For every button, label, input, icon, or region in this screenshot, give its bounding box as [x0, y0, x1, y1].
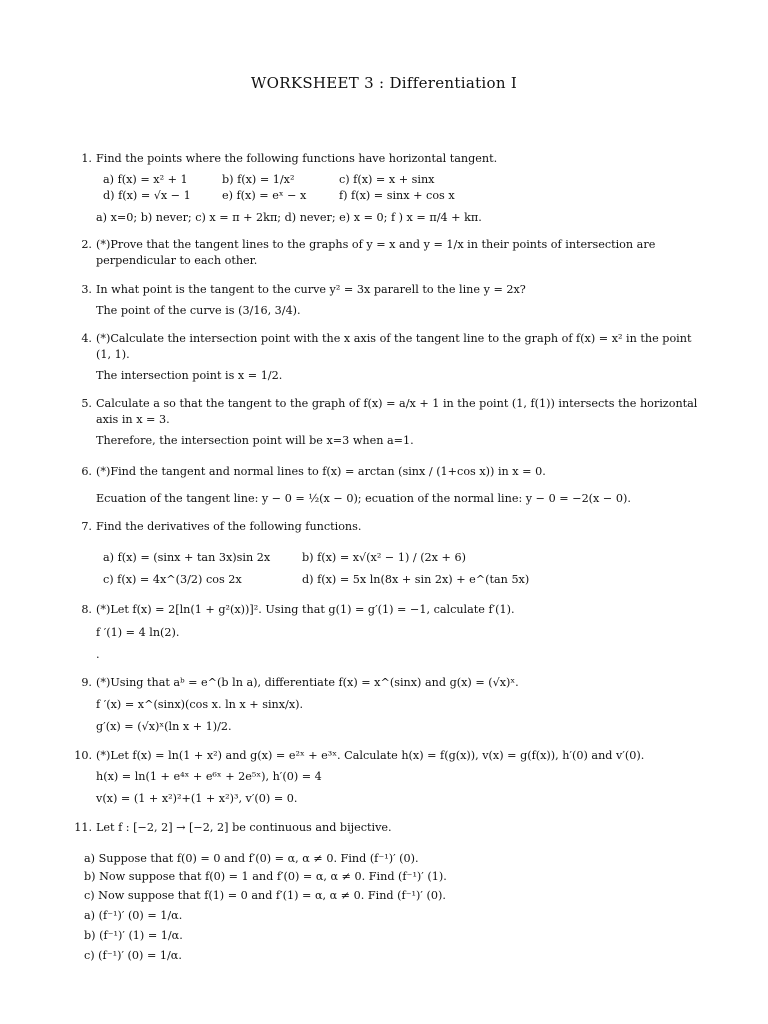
function-item: d) f(x) = 5x ln(8x + sin 2x) + e^(tan 5x): [302, 573, 530, 586]
function-item: f) f(x) = sinx + cos x: [339, 189, 455, 202]
problem-number: 5.: [81, 397, 92, 410]
answer-text: b) (f⁻¹)′ (1) = 1/α.: [84, 929, 183, 942]
problem-text: (*)Find the tangent and normal lines to f(x) = arctan (sinx / (1+cos x)) in x = 0.: [96, 465, 546, 478]
problem-text: In what point is the tangent to the curve y² = 3x pararell to the line y = 2x?: [96, 283, 526, 296]
problem-number: 8.: [81, 603, 92, 616]
answer-text: .: [96, 648, 100, 661]
answer-text: g′(x) = (√x)ˣ(ln x + 1)/2.: [96, 720, 232, 733]
function-item: e) f(x) = eˣ − x: [222, 189, 307, 202]
problem-number: 9.: [81, 676, 92, 689]
function-item: b) f(x) = x√(x² − 1) / (2x + 6): [302, 551, 466, 564]
problem-text: Find the derivatives of the following functions.: [96, 520, 362, 533]
sub-question: c) Now suppose that f(1) = 0 and f′(1) = α, α ≠ 0. Find (f⁻¹)′ (0).: [84, 889, 446, 902]
problem-number: 6.: [81, 465, 92, 478]
problem-text: perpendicular to each other.: [96, 254, 258, 267]
answer-text: The intersection point is x = 1/2.: [96, 369, 283, 382]
answer-text: Therefore, the intersection point will be x=3 when a=1.: [96, 434, 414, 447]
problem-number: 4.: [81, 332, 92, 345]
problem-number: 3.: [81, 283, 92, 296]
sub-question: b) Now suppose that f(0) = 1 and f′(0) = α, α ≠ 0. Find (f⁻¹)′ (1).: [84, 870, 447, 883]
problem-number: 11.: [74, 821, 92, 834]
function-item: c) f(x) = 4x^(3/2) cos 2x: [103, 573, 242, 586]
function-item: b) f(x) = 1/x²: [222, 173, 295, 186]
function-item: a) f(x) = x² + 1: [103, 173, 188, 186]
answer-text: a) (f⁻¹)′ (0) = 1/α.: [84, 909, 183, 922]
problem-text: (*)Calculate the intersection point with the x axis of the tangent line to the graph of f(x) = x² in the point: [96, 332, 692, 345]
page-title: WORKSHEET 3 : Differentiation I: [250, 74, 518, 92]
answer-text: v(x) = (1 + x²)²+(1 + x²)³, v′(0) = 0.: [96, 792, 298, 805]
problem-text: Let f : [−2, 2] → [−2, 2] be continuous and bijective.: [96, 821, 392, 834]
problem-text: (*)Let f(x) = ln(1 + x²) and g(x) = e²ˣ + e³ˣ. Calculate h(x) = f(g(x)), v(x) = g(f(x)), h′(0) and v′(0).: [96, 749, 645, 762]
sub-question: a) Suppose that f(0) = 0 and f′(0) = α, α ≠ 0. Find (f⁻¹)′ (0).: [84, 852, 419, 865]
answer-text: f ′(x) = x^(sinx)(cos x. ln x + sinx/x).: [96, 698, 304, 711]
problem-number: 2.: [81, 238, 92, 251]
answer-text: f ′(1) = 4 ln(2).: [96, 626, 180, 639]
problem-number: 1.: [81, 152, 92, 165]
problem-text: axis in x = 3.: [96, 413, 170, 426]
problem-text: Find the points where the following functions have horizontal tangent.: [96, 152, 498, 165]
problem-text: Calculate a so that the tangent to the graph of f(x) = a/x + 1 in the point (1, f(1)) intersects the horizontal: [96, 397, 698, 410]
function-item: a) f(x) = (sinx + tan 3x)sin 2x: [103, 551, 271, 564]
answer-text: Ecuation of the tangent line: y − 0 = ½(x − 0); ecuation of the normal line: y − 0 = −2(x − 0).: [96, 492, 631, 505]
problem-text: (*)Let f(x) = 2[ln(1 + g²(x))]². Using that g(1) = g′(1) = −1, calculate f′(1).: [96, 603, 515, 616]
function-item: d) f(x) = √x − 1: [103, 189, 191, 202]
answer-text: h(x) = ln(1 + e⁴ˣ + e⁶ˣ + 2e⁵ˣ), h′(0) = 4: [96, 770, 322, 783]
problem-number: 10.: [74, 749, 92, 762]
problem-number: 7.: [81, 520, 92, 533]
function-item: c) f(x) = x + sinx: [339, 173, 435, 186]
problem-text: (*)Prove that the tangent lines to the graphs of y = x and y = 1/x in their points of intersection are: [96, 238, 656, 251]
answer-text: c) (f⁻¹)′ (0) = 1/α.: [84, 949, 182, 962]
answer-text: The point of the curve is (3/16, 3/4).: [96, 304, 301, 317]
problem-text: (1, 1).: [96, 348, 130, 361]
problem-text: (*)Using that aᵇ = e^(b ln a), differentiate f(x) = x^(sinx) and g(x) = (√x)ˣ.: [96, 676, 519, 689]
answer-text: a) x=0; b) never; c) x = π + 2kπ; d) never; e) x = 0; f ) x = π/4 + kπ.: [96, 211, 482, 224]
